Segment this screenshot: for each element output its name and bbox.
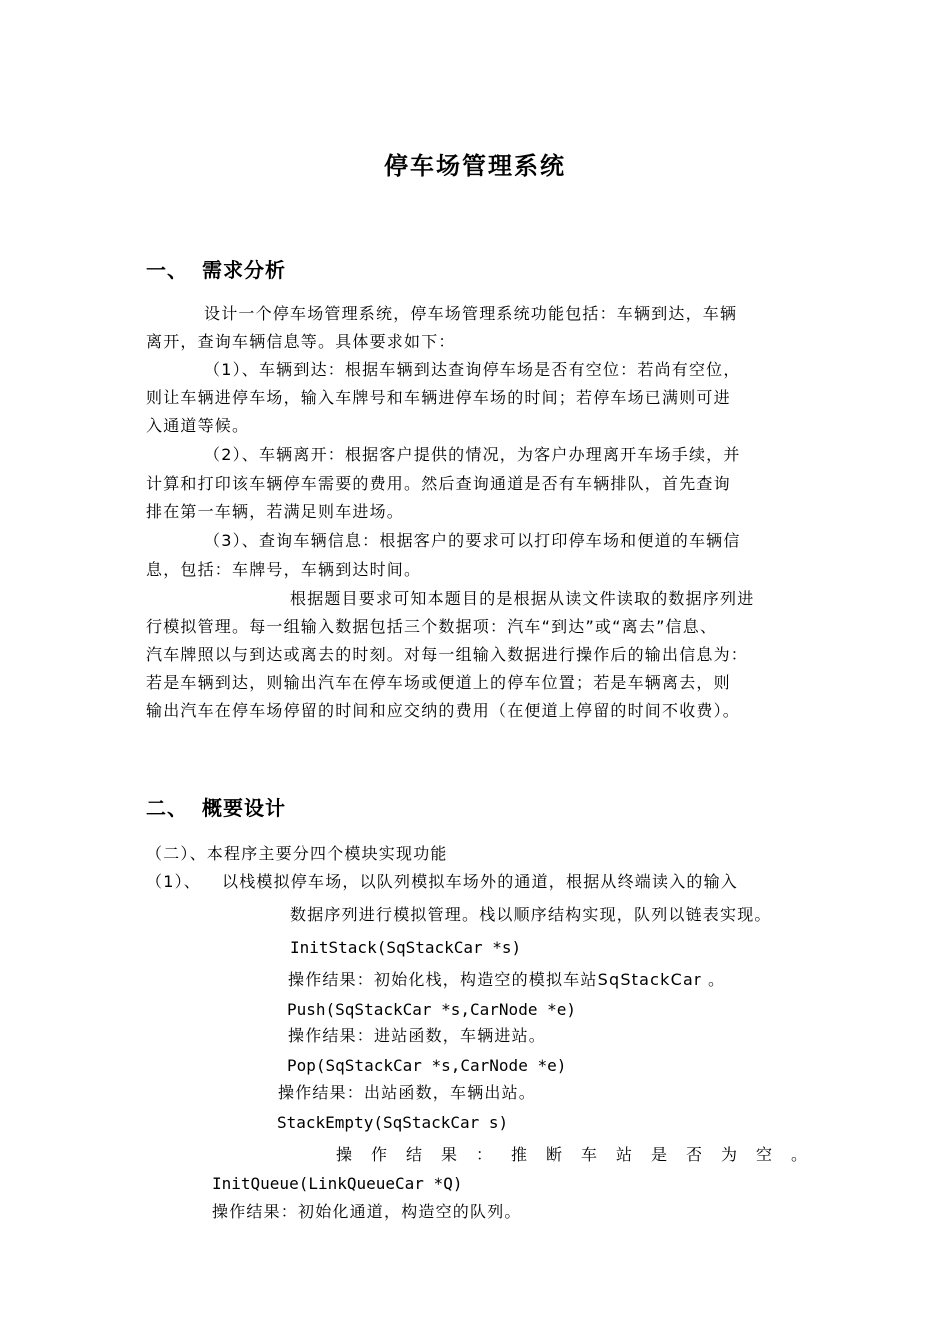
func-pop: Pop(SqStackCar *s,CarNode *e)	[287, 1056, 567, 1075]
req1-line-2: 则让车辆进停车场，输入车牌号和车辆进停车场的时间；若停车场已满则可进	[146, 388, 731, 407]
func-push: Push(SqStackCar *s,CarNode *e)	[287, 1000, 576, 1019]
section-heading-1	[146, 254, 286, 283]
analysis-line-5: 输出汽车在停车场停留的时间和应交纳的费用（在便道上停留的时间不收费）。	[146, 701, 741, 720]
section-number-2: 二、	[146, 796, 188, 820]
section-number-1: 一、	[146, 258, 188, 282]
result-stackempty: 操作结果：推断车站是否为空。	[336, 1145, 827, 1164]
analysis-line-1: 根据题目要求可知本题目的是根据从读文件读取的数据序列进	[290, 589, 755, 608]
analysis-line-4: 若是车辆到达，则输出汽车在停车场或便道上的停车位置；若是车辆离去，则	[146, 673, 731, 692]
req1-line-1: （1）、车辆到达：根据车辆到达查询停车场是否有空位：若尚有空位，	[204, 360, 741, 379]
analysis-line-3: 汽车牌照以与到达或离去的时刻。对每一组输入数据进行操作后的输出信息为：	[146, 645, 749, 664]
section-title-2: 概要设计	[202, 796, 286, 820]
req1-line-3: 入通道等候。	[146, 416, 250, 435]
item1-continuation: 数据序列进行模拟管理。栈以顺序结构实现，队列以链表实现。	[290, 905, 772, 924]
result-initqueue: 操作结果：初始化通道，构造空的队列。	[212, 1202, 522, 1221]
item1-prefix: （1）、	[146, 872, 201, 891]
req2-line-2: 计算和打印该车辆停车需要的费用。然后查询通道是否有车辆排队，首先查询	[146, 474, 731, 493]
func-initstack: InitStack(SqStackCar *s)	[290, 938, 522, 957]
req2-line-1: （2）、车辆离开：根据客户提供的情况，为客户办理离开车场手续，并	[204, 445, 741, 464]
req2-line-3: 排在第一车辆，若满足则车进场。	[146, 502, 405, 521]
section-title-1: 需求分析	[202, 258, 286, 282]
result-initstack: 操作结果：初始化栈，构造空的模拟车站SqStackCar 。	[288, 970, 726, 989]
page-title: 停车场管理系统	[384, 152, 566, 180]
intro-line-1: 设计一个停车场管理系统，停车场管理系统功能包括：车辆到达，车辆	[204, 304, 738, 323]
section-heading-2	[146, 792, 286, 821]
func-initqueue: InitQueue(LinkQueueCar *Q)	[212, 1174, 463, 1193]
item1-text: 以栈模拟停车场，以队列模拟车场外的通道，根据从终端读入的输入	[222, 872, 739, 891]
intro-line-2: 离开，查询车辆信息等。具体要求如下：	[146, 332, 456, 351]
result-push: 操作结果：进站函数，车辆进站。	[288, 1026, 547, 1045]
result-pop: 操作结果：出站函数，车辆出站。	[278, 1083, 537, 1102]
func-stackempty: StackEmpty(SqStackCar s)	[277, 1113, 509, 1132]
req3-line-1: （3）、查询车辆信息：根据客户的要求可以打印停车场和便道的车辆信	[204, 531, 741, 550]
module-intro: （二）、本程序主要分四个模块实现功能	[146, 844, 448, 863]
req3-line-2: 息，包括：车牌号，车辆到达时间。	[146, 560, 422, 579]
analysis-line-2: 行模拟管理。每一组输入数据包括三个数据项：汽车“到达”或“离去”信息、	[146, 617, 718, 636]
